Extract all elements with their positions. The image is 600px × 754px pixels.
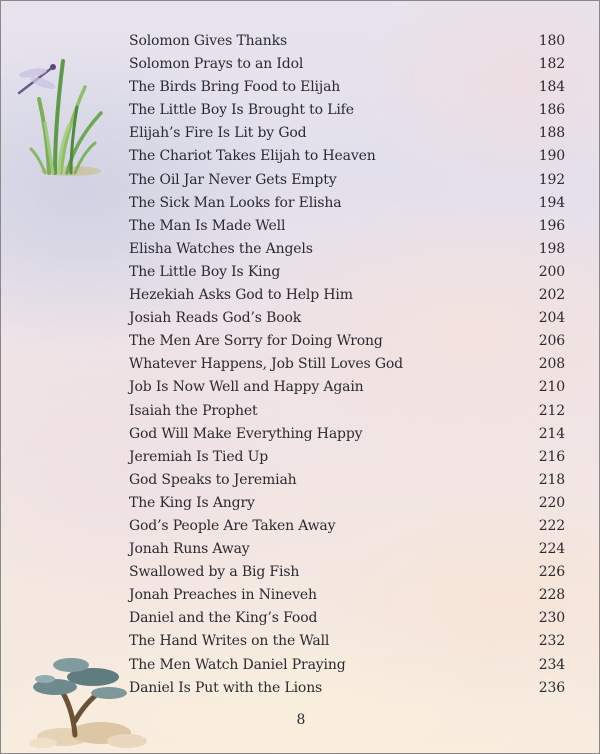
toc-entry xyxy=(129,654,565,677)
toc-entry-title: Jonah Preaches in Nineveh xyxy=(129,587,317,604)
toc-entry-page: 232 xyxy=(538,633,565,650)
toc-entry-page: 186 xyxy=(538,102,565,119)
toc-entry xyxy=(129,607,565,630)
toc-entry-title: The Sick Man Looks for Elisha xyxy=(129,194,342,211)
toc-entry-title: The King Is Angry xyxy=(129,494,255,511)
toc-entry-page: 222 xyxy=(538,517,565,534)
toc-entry-page: 190 xyxy=(538,148,565,165)
toc-entry xyxy=(129,99,565,122)
toc-entry-page: 212 xyxy=(538,402,565,419)
toc-entry xyxy=(129,492,565,515)
toc-entry-title: God’s People Are Taken Away xyxy=(129,517,336,534)
toc-entry-page: 188 xyxy=(538,125,565,142)
toc-entry-title: The Oil Jar Never Gets Empty xyxy=(129,171,337,188)
toc-entry xyxy=(129,145,565,168)
toc-entry-page: 192 xyxy=(538,171,565,188)
toc-entry-title: Hezekiah Asks God to Help Him xyxy=(129,287,353,304)
toc-entry-title: Solomon Gives Thanks xyxy=(129,33,287,49)
toc-entry-page: 196 xyxy=(538,217,565,234)
toc-entry-page: 234 xyxy=(538,656,565,673)
toc-entry xyxy=(129,538,565,561)
toc-entry-title: Josiah Reads God’s Book xyxy=(129,310,302,327)
toc-entry-title: The Man Is Made Well xyxy=(129,217,286,234)
toc-entry-title: Jeremiah Is Tied Up xyxy=(129,448,269,465)
toc-entry-page: 202 xyxy=(538,287,565,304)
toc-entry-page: 210 xyxy=(538,379,565,396)
toc-entry-title: The Birds Bring Food to Elijah xyxy=(129,79,341,96)
toc-entry xyxy=(129,584,565,607)
toc-entry-title: Job Is Now Well and Happy Again xyxy=(129,379,364,396)
toc-entry-page: 218 xyxy=(538,471,565,488)
page-number: 8 xyxy=(296,712,306,728)
toc-entry-page: 236 xyxy=(538,679,565,696)
toc-entry xyxy=(129,677,565,700)
toc-entry xyxy=(129,169,565,192)
toc-entry-title: Jonah Runs Away xyxy=(129,541,250,558)
toc-entry xyxy=(129,215,565,238)
toc-entry-title: The Little Boy Is Brought to Life xyxy=(129,102,354,119)
toc-entry xyxy=(129,330,565,353)
toc-entry xyxy=(129,307,565,330)
toc-entry-title: God Speaks to Jeremiah xyxy=(129,471,297,488)
toc-entry-title: Daniel Is Put with the Lions xyxy=(129,679,323,696)
toc-entry xyxy=(129,515,565,538)
toc-entry-title: Isaiah the Prophet xyxy=(129,402,258,419)
toc-entry xyxy=(129,376,565,399)
toc-entry-page: 206 xyxy=(538,333,565,350)
toc-entry xyxy=(129,423,565,446)
toc-entry-page: 180 xyxy=(538,33,565,49)
toc-entry xyxy=(129,261,565,284)
toc-entry xyxy=(129,561,565,584)
toc-entry-page: 226 xyxy=(538,564,565,581)
toc-entry-title: The Men Are Sorry for Doing Wrong xyxy=(129,333,383,350)
toc-entry xyxy=(129,353,565,376)
tree-on-rocks-icon xyxy=(23,641,153,751)
toc-entry xyxy=(129,122,565,145)
toc-entry-page: 182 xyxy=(538,56,565,73)
toc-entry xyxy=(129,469,565,492)
toc-entry xyxy=(129,53,565,76)
toc-entry xyxy=(129,284,565,307)
toc-entry-page: 220 xyxy=(538,494,565,511)
toc-entry xyxy=(129,192,565,215)
toc-entry-page: 198 xyxy=(538,240,565,257)
toc-entry-page: 214 xyxy=(538,425,565,442)
toc-entry-title: Solomon Prays to an Idol xyxy=(129,56,304,73)
toc-entry xyxy=(129,76,565,99)
toc-entry xyxy=(129,630,565,653)
toc-entry-page: 204 xyxy=(538,310,565,327)
toc-entry-page: 194 xyxy=(538,194,565,211)
toc-entry-title: God Will Make Everything Happy xyxy=(129,425,363,442)
toc-entry-page: 224 xyxy=(538,541,565,558)
toc-entry-page: 230 xyxy=(538,610,565,627)
toc-entry-page: 216 xyxy=(538,448,565,465)
toc-entry-title: Elijah’s Fire Is Lit by God xyxy=(129,125,307,142)
toc-entry xyxy=(129,400,565,423)
toc-entry-page: 200 xyxy=(538,263,565,280)
dragonfly-on-grass-icon xyxy=(9,53,109,177)
toc-entry-title: The Chariot Takes Elijah to Heaven xyxy=(129,148,376,165)
toc-entry-page: 228 xyxy=(538,587,565,604)
toc-entry xyxy=(129,30,565,53)
toc-entry-title: The Men Watch Daniel Praying xyxy=(129,656,346,673)
toc-entry xyxy=(129,238,565,261)
toc-entry xyxy=(129,446,565,469)
table-of-contents xyxy=(129,30,565,700)
toc-entry-title: Swallowed by a Big Fish xyxy=(129,564,300,581)
toc-entry-page: 208 xyxy=(538,356,565,373)
toc-entry-title: The Hand Writes on the Wall xyxy=(129,633,330,650)
toc-entry-page: 184 xyxy=(538,79,565,96)
toc-entry-title: The Little Boy Is King xyxy=(129,263,281,280)
toc-entry-title: Whatever Happens, Job Still Loves God xyxy=(129,356,403,373)
toc-entry-title: Elisha Watches the Angels xyxy=(129,240,313,257)
toc-entry-title: Daniel and the King’s Food xyxy=(129,610,318,627)
